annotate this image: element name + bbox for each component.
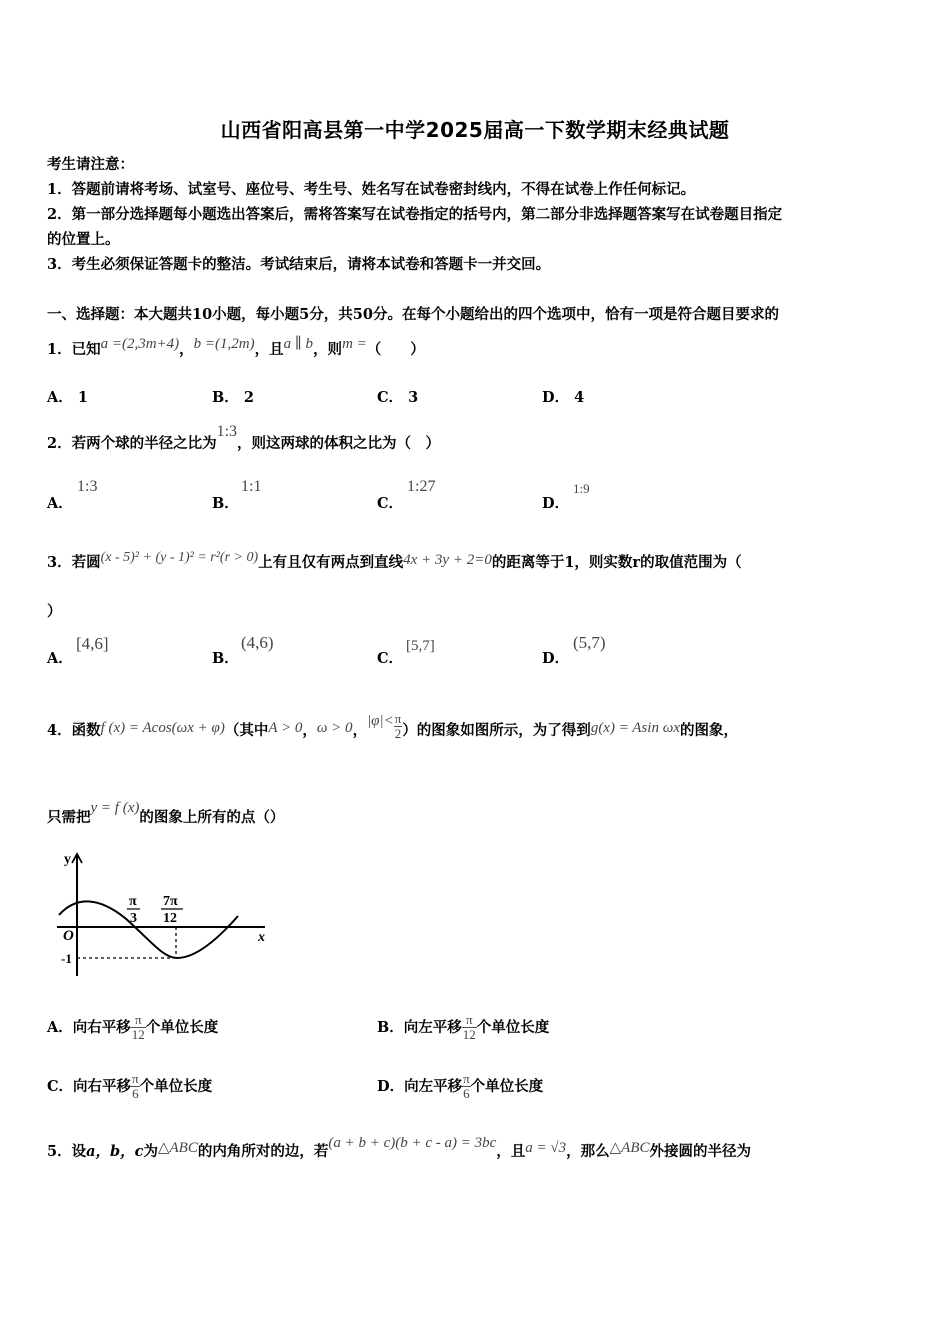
option-b[interactable]: B．: [212, 650, 239, 667]
math-expr: m =: [342, 336, 367, 352]
math-expr: △ABC: [609, 1140, 650, 1156]
fraction: $\frac{\pi}{12}$: [462, 1012, 476, 1043]
x-label: x: [258, 930, 265, 945]
math-expr: (x - 5)² + (y - 1)² = r²(r > 0): [100, 550, 259, 565]
option-b[interactable]: B．: [212, 495, 239, 512]
question-5: 5．设a，b，c为△ABC的内角所对的边，若(a + b + c)(b + c - a) = 3bc，且a = √3，那么△ABC外接圆的半径为: [47, 1135, 752, 1160]
question-number: 5．: [47, 1143, 72, 1160]
option-c[interactable]: C． 3: [377, 389, 419, 406]
math-expr: g(x) = Asin ωx: [590, 719, 680, 736]
option-a[interactable]: A．: [47, 495, 73, 512]
option-a[interactable]: A．: [47, 650, 73, 667]
option-c[interactable]: C．向右平移 $\frac{\pi}{6}$ 个单位长度: [47, 1071, 213, 1102]
question-number: 2．: [47, 435, 72, 452]
option-c-value: [5,7]: [406, 638, 435, 654]
math-expr: A > 0: [268, 719, 303, 736]
fraction: $\frac{\pi}{12}$: [131, 1012, 145, 1043]
option-b-value: 1:1: [241, 478, 262, 495]
math-expr: 4x + 3y + 2=0: [403, 552, 492, 568]
math-expr: ω > 0: [316, 719, 353, 736]
y-label: y: [64, 852, 71, 867]
question-2: 2．若两个球的半径之比为1:3，则这两球的体积之比为（ ）: [47, 423, 441, 452]
option-d[interactable]: D． 4: [542, 389, 585, 406]
notice-item: 1．答题前请将考场、试室号、座位号、考生号、姓名写在试卷密封线内，不得在试卷上作任何标记。: [47, 181, 696, 198]
option-d[interactable]: D．: [542, 495, 570, 512]
question-1: 1．已知a =(2,3m+4)，b =(1,2m)，且a ∥ b，则m =（ ）: [47, 336, 425, 358]
fraction: $\frac{\pi}{6}$: [463, 1071, 470, 1102]
fraction: $\frac{\pi}{2}$: [394, 711, 402, 742]
math-expr: (a + b + c)(b + c - a) = 3bc: [328, 1135, 497, 1151]
tick1-num: π: [129, 894, 137, 909]
math-expr: a =(2,3m+4): [100, 336, 180, 352]
option-c-value: 1:27: [407, 478, 436, 495]
math-expr: a ∥ b: [283, 336, 314, 352]
cosine-curve: [59, 901, 238, 958]
math-expr: b =(1,2m): [193, 336, 255, 352]
question-4-line2: 只需把y = f (x)的图象上所有的点（）: [47, 800, 285, 826]
option-a[interactable]: A．向右平移 $\frac{\pi}{12}$ 个单位长度: [47, 1012, 219, 1043]
option-d-value: 1:9: [573, 481, 590, 496]
question-number: 3．: [47, 554, 72, 571]
math-expr: f (x) = Acos(ωx + φ): [100, 719, 225, 736]
ymin-label: -1: [61, 951, 72, 966]
tick1-den: 3: [130, 911, 137, 926]
math-expr: y = f (x): [90, 800, 140, 816]
math-expr: 1:3: [216, 423, 238, 440]
question-3: 3．若圆(x - 5)² + (y - 1)² = r²(r > 0)上有且仅有两点到直线4x + 3y + 2=0的距离等于1，则实数r的取值范围为（: [47, 550, 742, 571]
fraction: $\frac{\pi}{6}$: [132, 1071, 139, 1102]
tick2-den: 12: [163, 911, 177, 926]
notice-heading: 考生请注意：: [47, 156, 134, 173]
option-c[interactable]: C．: [377, 495, 404, 512]
math-expr: △ABC: [157, 1140, 198, 1156]
origin-label: O: [63, 928, 74, 944]
notice-item: 的位置上。: [47, 231, 120, 248]
page-title: 山西省阳高县第一中学2025届高一下数学期末经典试题: [220, 118, 730, 142]
option-d[interactable]: D．: [542, 650, 570, 667]
option-a-value: [4,6]: [76, 634, 109, 653]
section-heading: 一、选择题：本大题共10小题，每小题5分，共50分。在每个小题给出的四个选项中，恰有一项是符合题目要求的: [47, 306, 779, 323]
question-number: 4．: [47, 721, 72, 739]
question-number: 1．: [47, 341, 72, 358]
option-c[interactable]: C．: [377, 650, 404, 667]
option-d[interactable]: D．向左平移 $\frac{\pi}{6}$ 个单位长度: [377, 1071, 544, 1102]
question-3-tail: ）: [47, 603, 62, 620]
option-a[interactable]: A． 1: [47, 389, 88, 406]
tick2-num: 7π: [163, 894, 178, 909]
math-expr: |φ|<: [367, 712, 394, 729]
function-graph: [55, 848, 280, 983]
option-b[interactable]: B． 2: [212, 389, 254, 406]
option-a-value: 1:3: [77, 478, 98, 495]
option-b-value: (4,6): [241, 633, 274, 652]
notice-item: 2．第一部分选择题每小题选出答案后，需将答案写在试卷指定的括号内，第二部分非选择题答案写在试卷题目指定: [47, 206, 783, 223]
option-d-value: (5,7): [573, 633, 606, 652]
option-b[interactable]: B．向左平移 $\frac{\pi}{12}$ 个单位长度: [377, 1012, 550, 1043]
math-expr: a = √3: [525, 1140, 567, 1156]
notice-item: 3．考生必须保证答题卡的整洁。考试结束后，请将本试卷和答题卡一并交回。: [47, 256, 551, 273]
question-4: 4．函数f (x) = Acos(ωx + φ)（其中A > 0，ω > 0，|φ|< $\frac{\pi}{2}$ ）的图象如图所示，为了得到g(x) = Asin ωx的图象，: [47, 711, 738, 742]
